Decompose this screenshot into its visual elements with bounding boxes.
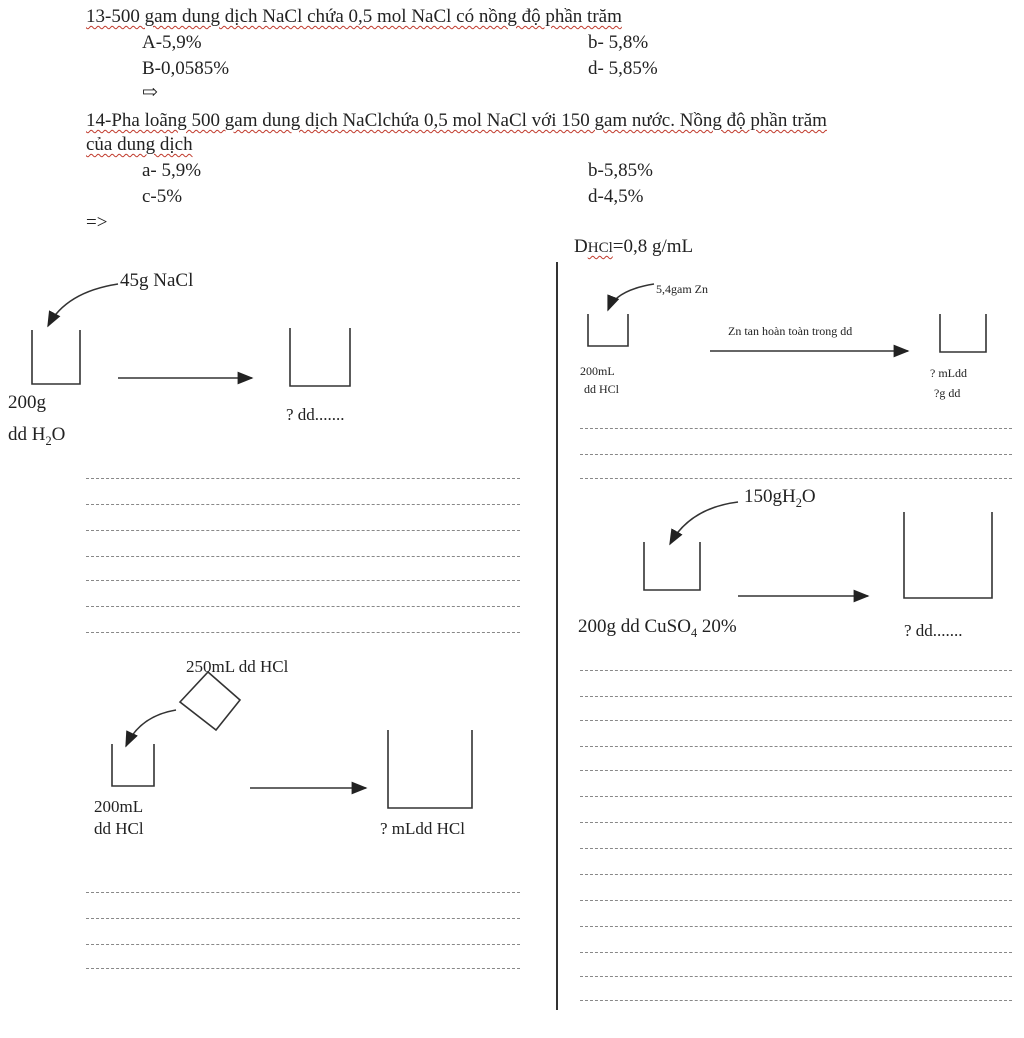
q14-title-line2: của dung dịch [86,134,193,155]
answer-line[interactable] [86,530,520,531]
beaker-result-1 [290,328,350,386]
answer-line[interactable] [86,478,520,479]
d1-result-label: ? dd....... [286,405,345,424]
d2-start-volume: 200mL [580,364,615,378]
beaker-result-4 [388,730,472,808]
d2-result-volume: ? mLdd [930,366,967,380]
q14-title-line1: 14-Pha loãng 500 gam dung dịch NaClchứa 0,5 mol NaCl với 150 gam nước. Nồng độ phần trăm [86,110,827,131]
answer-line[interactable] [86,504,520,505]
d3-result-label: ? dd....... [904,621,963,640]
d2-result-mass: ?g dd [934,386,961,400]
d4-result-label: ? mLdd HCl [380,819,465,838]
answer-line[interactable] [580,454,1012,455]
curved-arrow-2 [608,284,654,310]
curved-arrow-1 [48,284,118,326]
beaker-start-1 [32,330,80,384]
answer-line[interactable] [580,696,1012,697]
answer-line[interactable] [86,968,520,969]
q13-title: 13-500 gam dung dịch NaCl chứa 0,5 mol NaCl có nồng độ phần trăm [86,6,622,27]
answer-line[interactable] [580,900,1012,901]
answer-line[interactable] [580,976,1012,977]
answer-line[interactable] [580,478,1012,479]
q14-option-c: c-5% [142,186,183,207]
answer-line[interactable] [580,428,1012,429]
q14-option-d: d-4,5% [588,186,644,207]
q14-option-b: b-5,85% [588,160,653,181]
curved-arrow-3 [670,502,738,544]
answer-line[interactable] [580,796,1012,797]
density-hcl: DHCl=0,8 g/mL [574,236,694,257]
answer-line[interactable] [86,580,520,581]
answer-line[interactable] [580,848,1012,849]
answer-line[interactable] [580,746,1012,747]
answer-line[interactable] [86,632,520,633]
q14-answer-arrow: => [86,212,108,233]
pouring-container-icon [180,672,240,730]
answer-line[interactable] [580,670,1012,671]
answer-line[interactable] [86,606,520,607]
d1-mass-label: 200g [8,392,46,413]
answer-line[interactable] [86,892,520,893]
q13-option-d: d- 5,85% [588,58,658,79]
q13-option-c: B-0,0585% [142,58,230,79]
d4-start-volume: 200mL [94,797,144,816]
q14-option-a: a- 5,9% [142,160,202,181]
beaker-result-3 [904,512,992,598]
answer-line[interactable] [580,720,1012,721]
beaker-result-2 [940,314,986,352]
d2-arrow-label: Zn tan hoàn toàn trong dd [728,324,853,338]
answer-line[interactable] [580,1000,1012,1001]
d3-added-label: $150gH_2O$ [744,486,816,510]
d4-start-label: dd HCl [94,819,144,838]
answer-line[interactable] [580,926,1012,927]
d4-added-label: 250mL dd HCl [186,657,289,676]
answer-line[interactable] [580,822,1012,823]
d2-start-label: dd HCl [584,382,620,396]
answer-line[interactable] [86,918,520,919]
answer-line[interactable] [580,952,1012,953]
q13-option-a: A-5,9% [142,32,202,53]
q13-answer-arrow-icon: ⇨ [142,82,158,103]
d3-start-label: 200g dd CuSO$_4$ 20% [578,616,737,640]
answer-line[interactable] [86,556,520,557]
beaker-start-4 [112,744,154,786]
beaker-start-3 [644,542,700,590]
answer-line[interactable] [580,874,1012,875]
answer-line[interactable] [580,770,1012,771]
q13-option-b: b- 5,8% [588,32,649,53]
answer-line[interactable] [86,944,520,945]
curved-arrow-4 [126,710,176,746]
d1-solvent-label: dd $H_2O$ [8,424,66,448]
d1-added-label: 45g NaCl [120,270,194,291]
d2-added-label: 5,4gam Zn [656,282,708,296]
beaker-start-2 [588,314,628,346]
